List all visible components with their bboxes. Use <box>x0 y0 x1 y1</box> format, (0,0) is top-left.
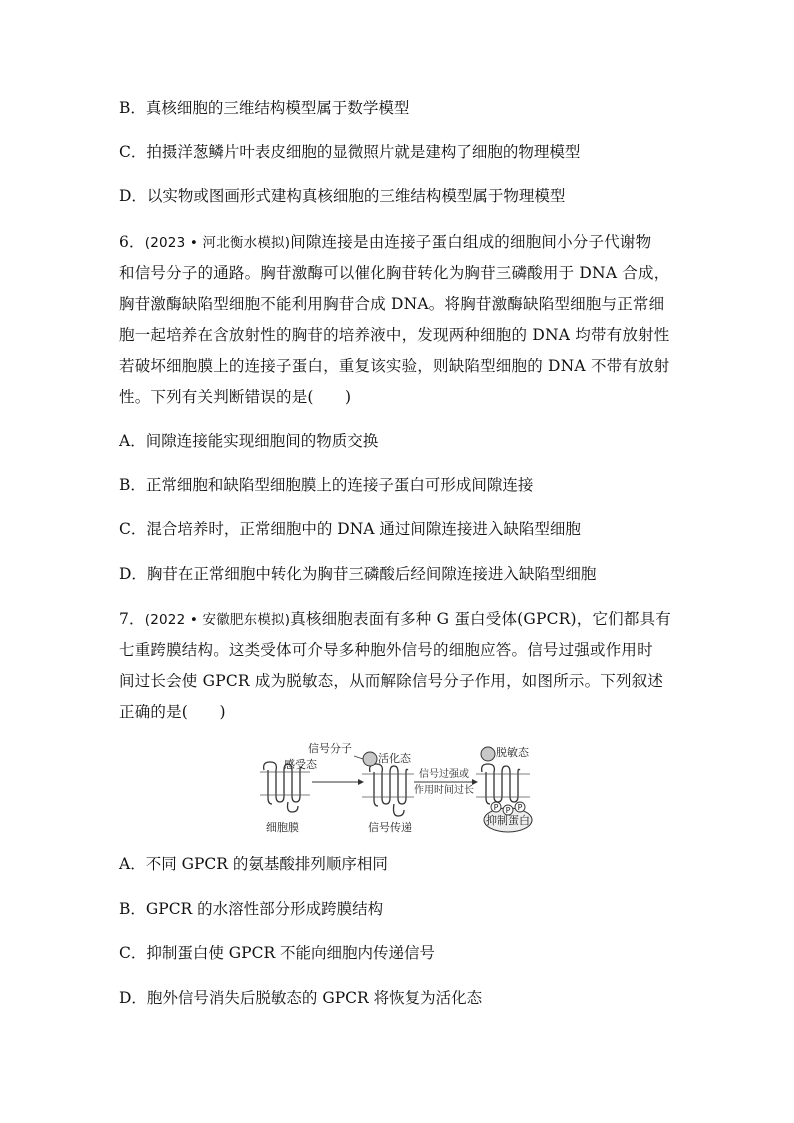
q7-option-c: C．抑制蛋白使 GPCR 不能向细胞内传递信号 <box>119 944 436 962</box>
q7-first-line <box>119 609 671 630</box>
label-signal-molecule: 信号分子 <box>308 742 352 755</box>
signal-molecule-bound-icon <box>481 747 495 761</box>
membrane-3 <box>476 774 530 797</box>
gpcr-diagram <box>258 740 540 836</box>
q6-line-4: 胞一起培养在含放射性的胸苷的培养液中，发现两种细胞的 DNA 均带有放射性 <box>119 326 670 344</box>
svg-text:P: P <box>505 806 511 815</box>
svg-text:P: P <box>493 803 499 812</box>
label-inhibitor: 抑制蛋白 <box>486 814 530 827</box>
q6-first-line <box>119 232 651 253</box>
label-desensitized: 脱敏态 <box>496 746 529 759</box>
q6-option-d: D．胸苷在正常细胞中转化为胸苷三磷酸后经间隙连接进入缺陷型细胞 <box>119 565 597 583</box>
gpcr-diagram-svg <box>258 740 540 836</box>
q7-option-d: D．胞外信号消失后脱敏态的 GPCR 将恢复为活化态 <box>119 989 483 1007</box>
q6-line-5: 若破坏细胞膜上的连接子蛋白，重复该实验，则缺陷型细胞的 DNA 不带有放射 <box>119 357 670 375</box>
svg-text:P: P <box>517 803 523 812</box>
q6-line-2: 和信号分子的通路。胸苷激酶可以催化胸苷转化为胸苷三磷酸用于 DNA 合成， <box>119 264 670 282</box>
q7-option-a: A．不同 GPCR 的氨基酸排列顺序相同 <box>119 855 388 873</box>
q7-line-4: 正确的是( ) <box>119 703 226 721</box>
option-b-prev: B．真核细胞的三维结构模型属于数学模型 <box>119 99 410 117</box>
q7-number: 7． <box>119 610 145 628</box>
q6-line-3: 胸苷激酶缺陷型细胞不能利用胸苷合成 DNA。将胸苷激酶缺陷型细胞与正常细 <box>119 295 665 313</box>
signal-molecule-icon <box>363 752 377 766</box>
label-arrow-bottom: 作用时间过长 <box>414 785 474 796</box>
receptor-desensitized <box>482 764 520 804</box>
q7-line-1: 真核细胞表面有多种 G 蛋白受体(GPCR)，它们都具有 <box>290 610 671 628</box>
label-signal-transduction: 信号传递 <box>368 821 412 834</box>
q6-line-1: 间隙连接是由连接子蛋白组成的细胞间小分子代谢物 <box>290 233 652 251</box>
label-activated: 活化态 <box>378 752 411 765</box>
label-membrane: 细胞膜 <box>266 821 299 834</box>
phosphate-group-3 <box>515 802 525 812</box>
q6-option-b: B．正常细胞和缺陷型细胞膜上的连接子蛋白可形成间隙连接 <box>119 476 534 494</box>
label-arrow-top: 信号过强或 <box>419 769 469 780</box>
q7-option-b: B．GPCR 的水溶性部分形成跨膜结构 <box>119 900 384 918</box>
option-c-prev: C．拍摄洋葱鳞片叶表皮细胞的显微照片就是建构了细胞的物理模型 <box>119 143 581 161</box>
label-receptive: 感受态 <box>284 758 317 771</box>
q7-line-3: 间过长会使 GPCR 成为脱敏态，从而解除信号分子作用，如图所示。下列叙述 <box>119 672 664 690</box>
phosphate-group-1 <box>491 802 501 812</box>
q6-number: 6． <box>119 233 145 251</box>
q6-option-c: C．混合培养时，正常细胞中的 DNA 通过间隙连接进入缺陷型细胞 <box>119 520 581 538</box>
q7-source: (2022 • 安徽肥东模拟) <box>144 612 291 628</box>
q6-line-6: 性。下列有关判断错误的是( ) <box>119 388 352 406</box>
q6-option-a: A．间隙连接能实现细胞间的物质交换 <box>119 432 379 450</box>
arrow-1 <box>312 779 364 785</box>
q7-line-2: 七重跨膜结构。这类受体可介导多种胞外信号的细胞应答。信号过强或作用时 <box>119 641 653 659</box>
option-d-prev: D．以实物或图画形式建构真核细胞的三维结构模型属于物理模型 <box>119 187 566 205</box>
receptor-activated <box>370 764 408 816</box>
q6-source: (2023 • 河北衡水模拟) <box>144 235 291 251</box>
